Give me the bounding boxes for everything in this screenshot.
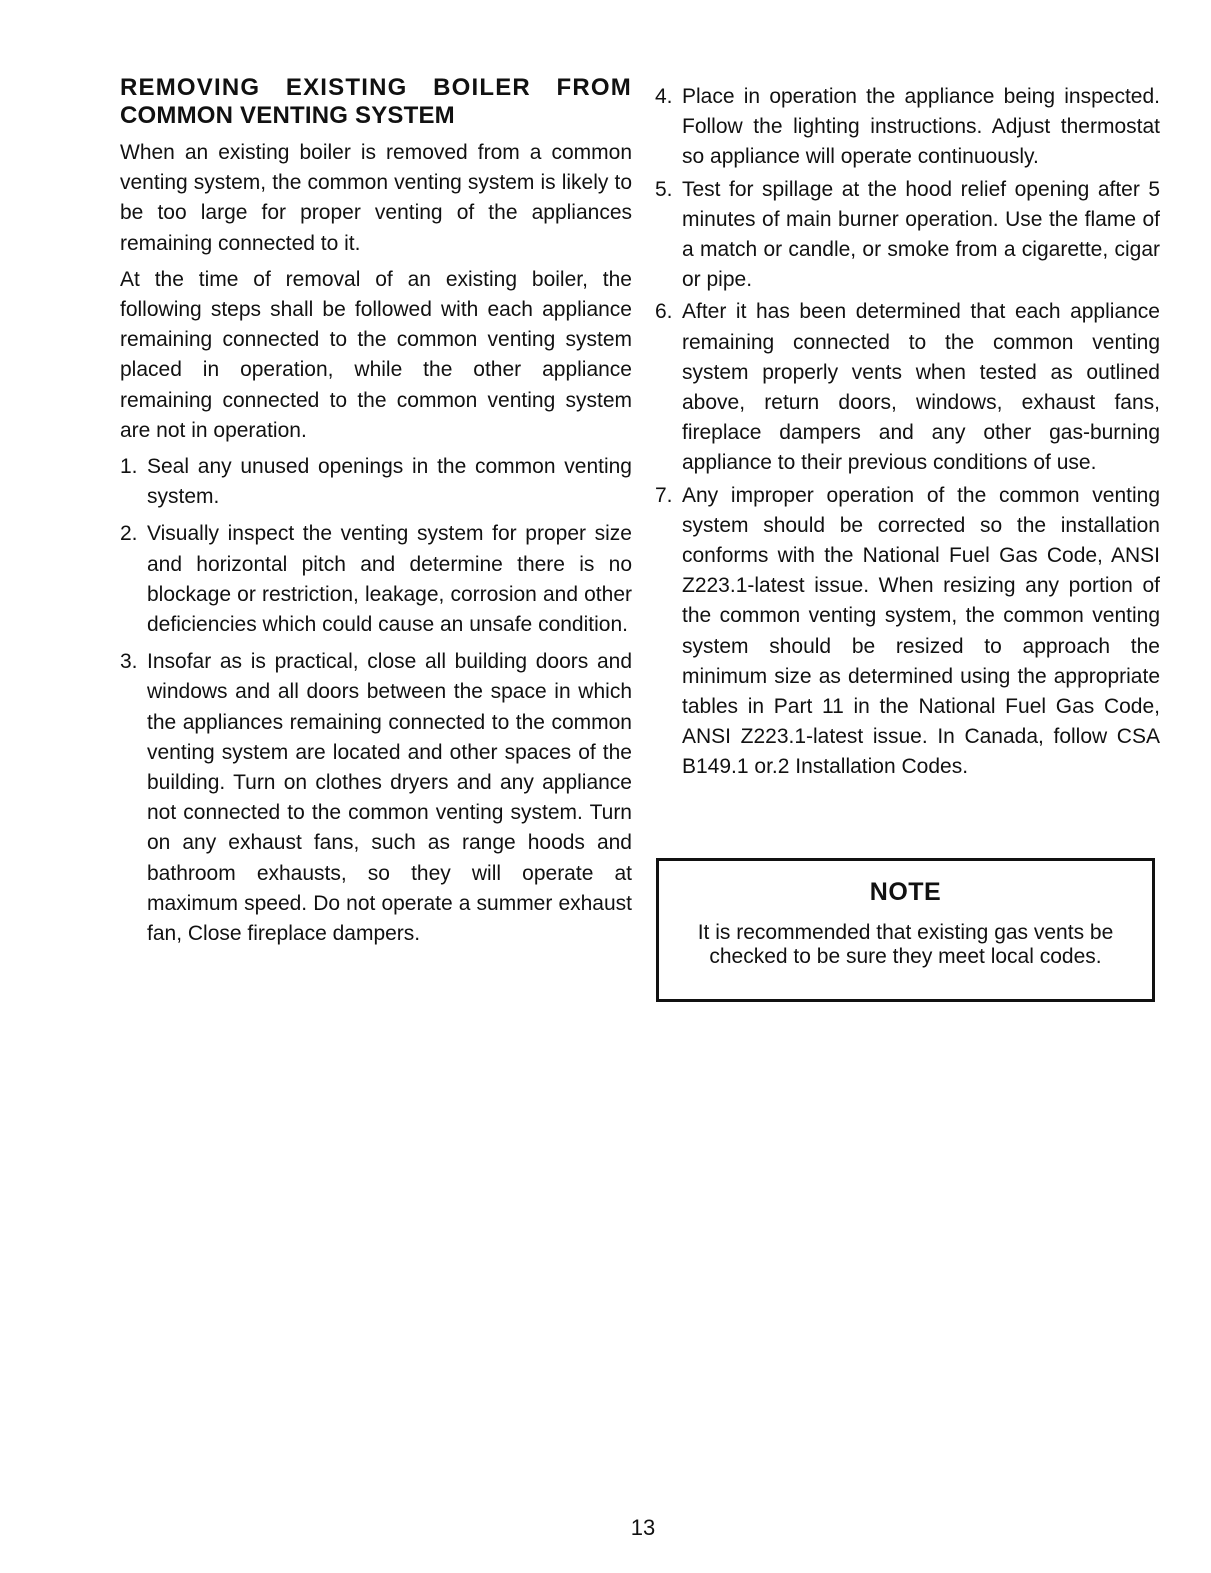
step-text: After it has been determined that each appliance remaining connected to the common venting system properly vents when tested as outlined above, return doors, windows, exhaust fans, fireplace dampers and any other gas-burning appliance to their previous conditions of use.: [682, 300, 1160, 475]
note-box: [656, 858, 1155, 1002]
step-number: 4.: [655, 85, 673, 108]
right-column: [655, 82, 1160, 785]
section-heading-line-2: COMMON VENTING SYSTEM: [120, 102, 455, 129]
step-text: Visually inspect the venting system for proper size and horizontal pitch and determine there is no blockage or restriction, leakage, corrosion and other deficiencies which could cause an unsafe condition.: [147, 522, 632, 637]
section-heading-line-1: REMOVING EXISTING BOILER FROM: [120, 74, 632, 101]
intro-paragraph: At the time of removal of an existing boiler, the following steps shall be followed with each appliance remaining connected to the common venting system placed in operation, while the other appliance remaining connected to the common venting system are not in operation.: [120, 267, 632, 442]
step-number: 2.: [120, 522, 138, 546]
step-text: Test for spillage at the hood relief opening after 5 minutes of main burner operation. Use the flame of a match or candle, or smoke from a cigarette, cigar or pipe.: [682, 177, 1160, 292]
step-number: 1.: [120, 455, 138, 479]
left-column: [120, 74, 632, 956]
step-item: [655, 297, 1160, 478]
step-item: [120, 452, 632, 512]
page-number: 13: [630, 1515, 656, 1540]
step-item: [655, 481, 1160, 783]
step-number: 6.: [655, 300, 673, 324]
section-heading: [120, 74, 632, 130]
step-text: Seal any unused openings in the common venting system.: [147, 455, 632, 509]
step-number: 3.: [120, 650, 138, 674]
step-item: [120, 519, 632, 640]
note-title: NOTE: [869, 878, 942, 906]
step-text: Place in operation the appliance being inspected. Follow the lighting instructions. Adjust thermostat so appliance will operate continuously.: [682, 85, 1160, 169]
intro-paragraph: When an existing boiler is removed from a common venting system, the common venting system is likely to be too large for proper venting of the appliances remaining connected to it.: [120, 141, 632, 255]
step-number: 7.: [655, 483, 673, 507]
step-number: 5.: [655, 177, 673, 201]
step-item: [120, 647, 632, 949]
steps-list: [120, 452, 632, 949]
step-item: [655, 175, 1160, 296]
steps-list-continued: [655, 82, 1160, 783]
step-text: Insofar as is practical, close all building doors and windows and all doors between the space in which the appliances remaining connected to the common venting system are located and other spaces of the building. Turn on clothes dryers and any appliance not connected to the common venting system. Turn on any exhaust fans, such as range hoods and bathroom exhausts, so they will operate at maximum speed. Do not operate a summer exhaust fan, Close fireplace dampers.: [147, 650, 632, 946]
note-body: It is recommended that existing gas vents be checked to be sure they meet local codes.: [697, 921, 1114, 968]
step-item: [655, 82, 1160, 173]
step-text: Any improper operation of the common venting system should be corrected so the installation conforms with the National Fuel Gas Code, ANSI Z223.1-latest issue. When resizing any portion of the common venting system, the common venting system should be resized to approach the minimum size as determined using the appropriate tables in Part 11 in the National Fuel Gas Code, ANSI Z223.1-latest issue. In Canada, follow CSA B149.1 or.2 Installation Codes.: [682, 483, 1160, 779]
